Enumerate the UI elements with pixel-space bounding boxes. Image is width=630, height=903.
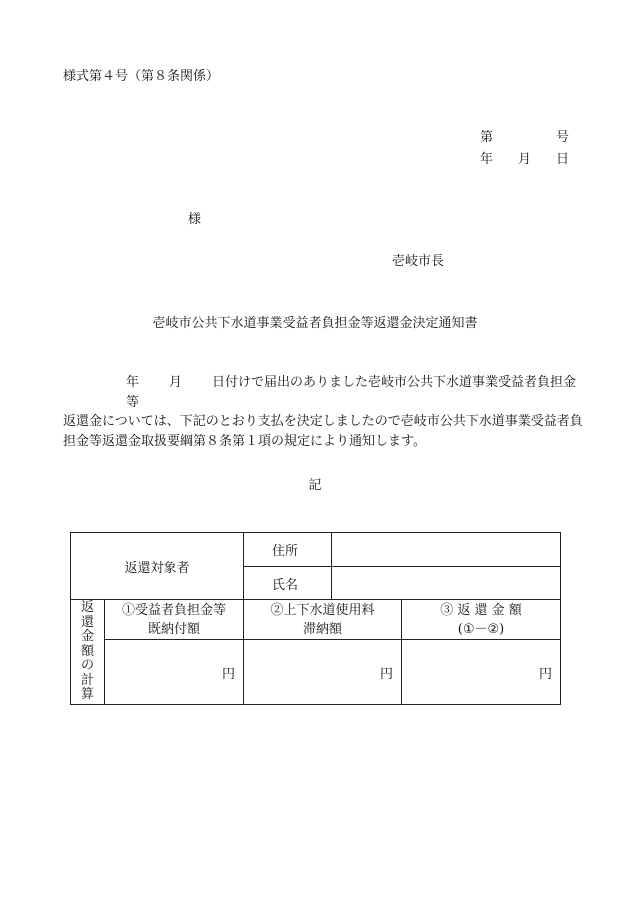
table-row	[71, 640, 561, 705]
body-line-1	[63, 373, 583, 412]
calc-label-char: 還	[80, 614, 94, 630]
body-year: 年	[126, 375, 140, 390]
col3-header	[402, 600, 561, 640]
document-title: 壱岐市公共下水道事業受益者負担金等返還金決定通知書	[152, 316, 478, 331]
calc-label-char: の	[80, 658, 94, 674]
col1-header-line2: 既納付額	[148, 622, 201, 637]
target-label: 返還対象者	[71, 533, 244, 600]
doc-number-suffix: 号	[556, 130, 570, 145]
body-text	[63, 373, 583, 451]
doc-number-prefix: 第	[480, 130, 494, 145]
form-number: 様式第４号（第８条関係）	[63, 69, 220, 84]
col3-header-line2: (①－②)	[457, 622, 505, 637]
doc-date-month: 月	[518, 152, 532, 167]
col2-amount[interactable]: 円	[244, 640, 402, 705]
ki-heading: 記	[308, 478, 322, 493]
col2-header-line2: 滞納額	[303, 622, 343, 637]
col3-header-line1: ③ 返 還 金 額	[440, 603, 522, 618]
name-label: 氏名	[244, 567, 332, 600]
col2-header	[244, 600, 402, 640]
calc-label-char: 返	[80, 600, 94, 616]
name-field[interactable]	[332, 567, 561, 600]
issuer: 壱岐市長	[392, 254, 445, 269]
col1-header-line1: ①受益者負担金等	[122, 603, 227, 618]
calc-label-char: 金	[80, 629, 94, 645]
col1-amount[interactable]: 円	[105, 640, 244, 705]
body-month: 月	[169, 375, 183, 390]
calc-label-char: 算	[80, 687, 94, 703]
body-line-3: 担金等返還金取扱要綱第８条第１項の規定により通知します。	[63, 433, 426, 449]
col1-header	[105, 600, 244, 640]
body-line1-rest: 日付けで届出のありました壱岐市公共下水道事業受益者負担金等	[126, 375, 577, 410]
doc-date-year: 年	[480, 152, 494, 167]
calc-label-char: 計	[80, 672, 94, 688]
doc-date-day: 日	[556, 152, 570, 167]
addressee: 様	[188, 212, 202, 227]
calc-label	[71, 600, 105, 705]
body-line-2: 返還金については、下記のとおり支払を決定しましたので壱岐市公共下水道事業受益者負	[63, 414, 583, 429]
table-row	[71, 533, 561, 567]
address-label: 住所	[244, 533, 332, 567]
address-field[interactable]	[332, 533, 561, 567]
col3-amount[interactable]: 円	[402, 640, 561, 705]
calc-label-char: 額	[80, 643, 94, 659]
table-row	[71, 600, 561, 640]
col2-header-line1: ②上下水道使用料	[270, 603, 375, 618]
refund-table	[70, 532, 561, 705]
